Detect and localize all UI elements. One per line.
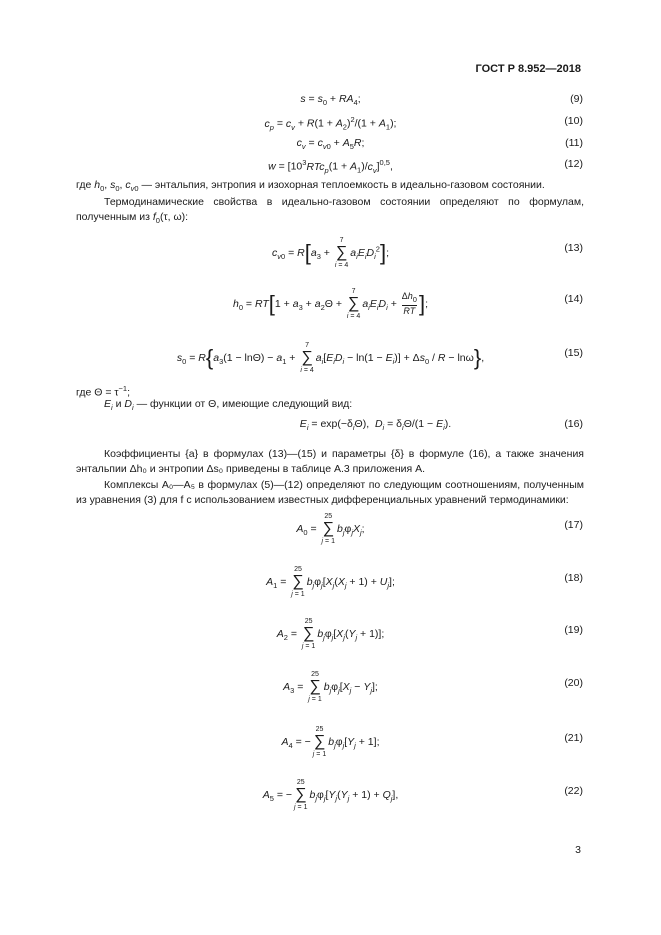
equation-number: (21) <box>564 732 583 744</box>
equation-11: $c_v = c_{v0} + A_5R$; (11) <box>296 137 583 152</box>
equation-19: $A_2$ = 25 ∑ j = 1 $b_j\varphi_j[X_j(Y_j + 1)]$; (19) <box>276 618 583 650</box>
equation-number: (18) <box>564 572 583 584</box>
equation-21: $A_4$ = − 25 ∑ j = 1 $b_j\varphi_j[Y_j + 1]$; (21) <box>281 726 583 758</box>
equation-16: $E_i = \exp(-\delta_i\Theta)$, $D_i = \delta_i\Theta/(1 - E_i)$. (16) <box>299 418 583 433</box>
equation-20: $A_3$ = 25 ∑ j = 1 $b_j\varphi_j[X_j - Y_j]$; (20) <box>283 671 583 703</box>
paragraph-functions: $E_i$ и $D_i$ — функции от Θ, имеющие следующий вид: <box>104 398 353 413</box>
document-standard-header: ГОСТ Р 8.952—2018 <box>475 63 581 75</box>
equation-13: $c_{v0} = R[a_3$ + 7 ∑ i = 4 $a_iE_iD_i^2$]; (13) <box>272 237 583 269</box>
equation-number: (17) <box>564 519 583 531</box>
equation-17: $A_0$ = 25 ∑ j = 1 $b_j\varphi_jX_j$; (17) <box>296 513 583 545</box>
equation-15: $s_0 = R\{a_3(1 - \ln\Theta) - a_1$ + 7 ∑ i = 4 $a_i[E_iD_i - \ln(1 - E_i)] + \Delta s_0 / R - \ln\omega$}, (15) <box>176 342 583 374</box>
equation-22: $A_5$ = − 25 ∑ j = 1 $b_j\varphi_j[Y_j(Y_j + 1) + Q_j]$, (22) <box>262 779 583 811</box>
paragraph-theta: где $\Theta = \tau^{-1}$; <box>76 384 131 399</box>
paragraph-definitions: где $h_0$, $s_0$, $c_{v0}$ — энтальпия, энтропия и изохорная теплоемкость в идеально-газовом состоянии. <box>76 179 545 194</box>
page-number: 3 <box>575 844 581 856</box>
equation-number: (12) <box>564 158 583 170</box>
equation-number: (15) <box>564 347 583 359</box>
equation-18: $A_1$ = 25 ∑ j = 1 $b_j\varphi_j[X_j(X_j + 1) + U_j]$; (18) <box>266 566 583 598</box>
equation-number: (10) <box>564 115 583 127</box>
equation-number: (13) <box>564 242 583 254</box>
equation-number: (20) <box>564 677 583 689</box>
paragraph-coefficients: Коэффициенты {a} в формулах (13)—(15) и параметры {δ} в формуле (16), а также значения энтальпии Δh₀ и энтропии Δs₀ приведены в таблице А.3 приложения А. <box>76 448 584 475</box>
equation-9: $s = s_0 + RA_4$; (9) <box>300 93 583 108</box>
equation-12: $w = [10^3RTc_p(1 + A_1)/c_v]^{0,5}$, (12) <box>268 158 583 175</box>
equation-number: (22) <box>564 785 583 797</box>
equation-number: (11) <box>565 137 583 149</box>
equation-number: (16) <box>564 418 583 430</box>
equation-10: $c_p = c_v + R(1 + A_2)^2/(1 + A_1)$; (10) <box>264 115 583 132</box>
equation-number: (14) <box>564 293 583 305</box>
equation-number: (9) <box>570 93 583 105</box>
paragraph-complexes: Комплексы A₀—A₅ в формулах (5)—(12) определяют по следующим соотношениям, полученным из уравнения (3) для f с использованием известных дифференциальных уравнений термодинамики: <box>76 479 584 506</box>
equation-14: $h_0 = RT[1 + a_3 + a_2\Theta$ + 7 ∑ i = 4 $a_iE_iD_i$ + $\frac{\Delta h_0}{RT}$ ]; (14) <box>233 288 583 320</box>
equation-number: (19) <box>564 624 583 636</box>
paragraph-ideal-gas: Термодинамические свойства в идеально-газовом состоянии определяют по формулам, полученным из $f_0(\tau$, ω): <box>76 196 584 226</box>
